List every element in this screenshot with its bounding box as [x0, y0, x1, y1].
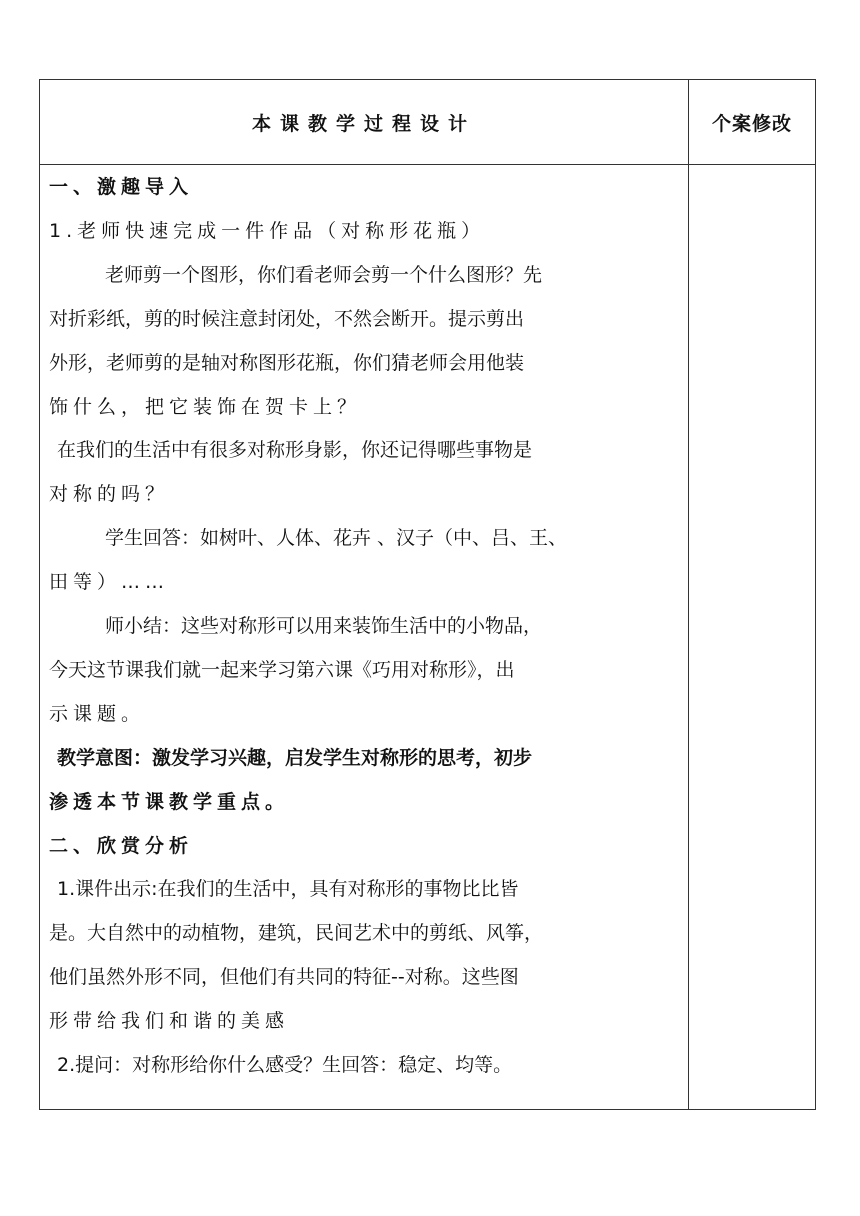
heading-line: 教学意图：激发学习兴趣，启发学生对称形的思考，初步: [57, 746, 533, 769]
text-line: 1.老师快速完成一件作品（对称形花瓶）: [49, 219, 486, 242]
text-line: 田等）……: [49, 571, 170, 594]
heading-line: 一、激趣导入: [49, 176, 194, 198]
text-line: 今天这节课我们就一起来学习第六课《巧用对称形》，出: [49, 658, 515, 681]
text-line: 形带给我们和谐的美感: [49, 1010, 290, 1033]
text-line: 老师剪一个图形，你们看老师会剪一个什么图形？先: [105, 263, 543, 286]
text-line: 在我们的生活中有很多对称形身影，你还记得哪些事物是: [57, 439, 533, 462]
column-divider: [688, 80, 689, 1109]
text-line: 对折彩纸，剪的时候注意封闭处，不然会断开。提示剪出: [49, 307, 525, 330]
text-line: 示课题。: [49, 702, 146, 725]
lesson-table: [39, 79, 816, 1110]
text-line: 饰什么，把它装饰在贺卡上？: [49, 395, 362, 418]
text-line: 外形，老师剪的是轴对称图形花瓶，你们猜老师会用他装: [49, 351, 525, 374]
text-line: 是。大自然中的动植物，建筑，民间艺术中的剪纸、风筝，: [49, 922, 544, 945]
text-line: 他们虽然外形不同，但他们有共同的特征--对称。这些图: [49, 966, 519, 989]
text-line: 师小结：这些对称形可以用来装饰生活中的小物品，: [105, 615, 543, 637]
header-title: 本课教学过程设计: [251, 112, 476, 135]
text-line: 对称的吗？: [49, 483, 170, 506]
heading-line: 二、欣赏分析: [49, 834, 194, 857]
header-modification: 个案修改: [711, 112, 792, 135]
text-line: 学生回答：如树叶、人体、花卉 、汉子（中、吕、王、: [105, 527, 568, 550]
heading-line: 渗透本节课教学重点。: [49, 790, 290, 813]
text-line: 1.课件出示:在我们的生活中，具有对称形的事物比比皆: [57, 878, 519, 901]
text-line: 2.提问：对称形给你什么感受？生回答：稳定、均等。: [57, 1054, 513, 1076]
